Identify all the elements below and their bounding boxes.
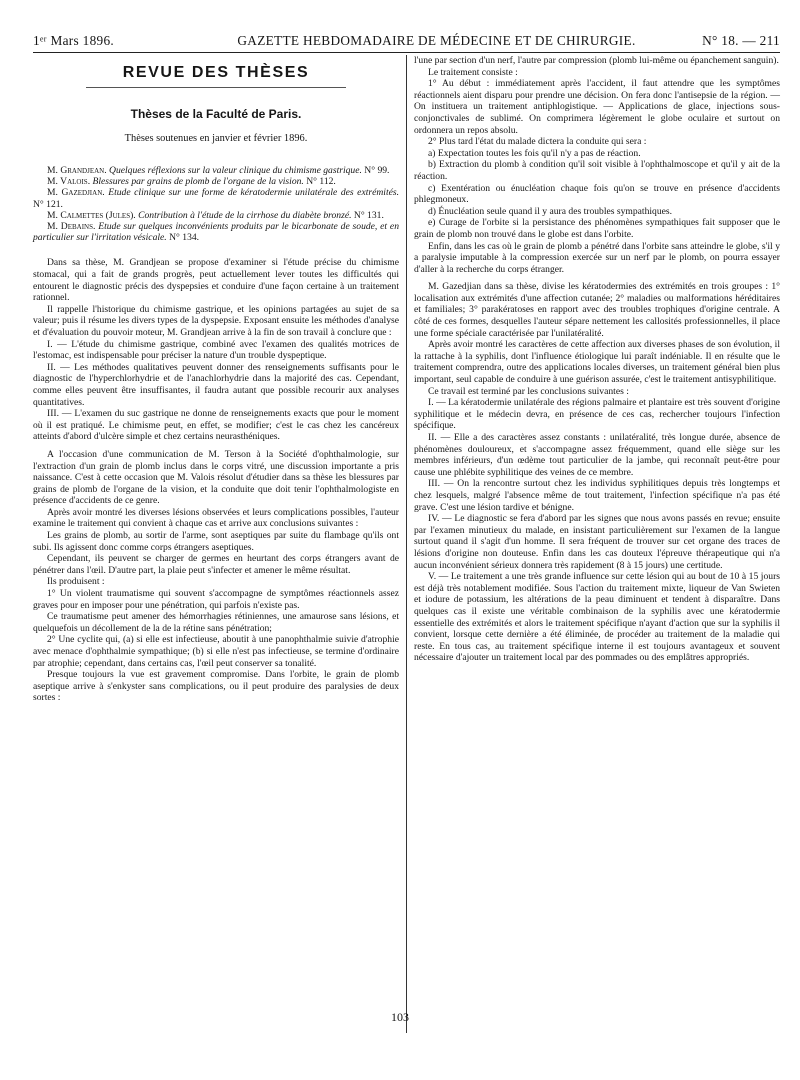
- thesis-entry: [33, 210, 399, 221]
- section-title: REVUE DES THÈSES: [122, 64, 310, 81]
- thesis-entry: [33, 221, 399, 243]
- body-paragraph: II. — Les méthodes qualitatives peuvent donner des renseignements suffisants pour le diagnostic de l'hyperchlorhydrie et de l'anachlorhydrie dans la majorité des cas. Cependant, comme elles peuvent être insuffisantes, il faudra autant que possible recourir aux analyses quantitatives.: [33, 361, 399, 408]
- body-paragraph: III. — L'examen du suc gastrique ne donne de renseignements exacts que pour le moment où il est pratiqué. Le chimisme peut, en effet, se modifier; c'est le cas chez les cancéreux atteints d'abord d'ulcère simple et chez certains neurasthéniques.: [33, 408, 399, 443]
- thesis-title: Quelques réflexions sur la valeur clinique du chimisme gastrique.: [109, 165, 362, 176]
- body-paragraph: Cependant, ils peuvent se charger de germes en heurtant des corps étrangers avant de pénétrer dans l'œil. D'autre part, la plaie peut s'infecter et amener le même résultat.: [33, 553, 399, 576]
- body-paragraph: Ce traumatisme peut amener des hémorrhagies rétiniennes, une amaurose sans lésions, et quelquefois un décollement de la de la rétine sans pénétration;: [33, 611, 399, 634]
- column-divider: [406, 55, 407, 1033]
- header-date: 1ᵉʳ Mars 1896.: [33, 33, 115, 48]
- body-paragraph: Le traitement consiste :: [428, 66, 518, 78]
- two-column-body: [33, 55, 780, 704]
- intro-line: Thèses soutenues en janvier et février 1896.: [124, 133, 308, 144]
- thesis-author: M. Valois.: [47, 176, 91, 188]
- body-paragraph: 2° Une cyclite qui, (a) si elle est infectieuse, aboutit à une panophthalmie suivie d'atrophie avec menace d'ophthalmie sympathique; (b) si elle n'est pas infectieuse, se termine d'ordinaire par atrophie; cependant, dans certains cas, l'œil peut conserver sa tonalité.: [33, 634, 399, 669]
- page-folio: 103: [391, 1010, 409, 1024]
- body-paragraph: II. — Elle a des caractères assez constants : unilatéralité, très longue durée, absence de phénomènes douloureux, et s'accompagne assez fréquemment, quand elle siège sur les membres inférieurs, d'un œdème tout particulier de la jambe, qui reconnaît peut-être pour cause une phlébite syphilitique des veines de ce membre.: [414, 432, 780, 478]
- body-paragraph: V. — Le traitement a une très grande influence sur cette lésion qui au bout de 10 à 15 jours est déjà très notablement modifiée. Sous l'action du traitement mixte, liqueur de Van Swieten et iodure de potassium, les altérations de la peau diminuent et tendent à disparaître. Dans quelques cas il existe une véritable combinaison de la syphilis avec une kératodermie essentielle des extrémités et alors le traitement spécifique n'ayant d'action que sur la syphilis il convient, lorsque cette dernière a été éliminée, de procéder au traitement de la maladie qui reste. En tous cas, au traitement spécifique interne il est toujours avantageux et souvent nécessaire d'ajouter un traitement local par des pommades ou des emplâtres appropriés.: [414, 571, 780, 664]
- thesis-title: Contribution à l'étude de la cirrhose du diabète bronzé.: [138, 209, 352, 221]
- thesis-number: N° 99.: [364, 165, 390, 176]
- running-head: [33, 30, 780, 53]
- body-paragraph: Après avoir montré les caractères de cette affection aux diverses phases de son évolution, il la rattache à la syphilis, dont l'influence étiologique lui paraît indéniable. Il en résulte que le traitement comprendra, outre des applications locales diverses, un traitement général bien plus important, seul capable de conduire à une guérison assurée, c'est le traitement antisyphilitique.: [414, 339, 780, 386]
- body-paragraph: b) Extraction du plomb à condition qu'il soit visible à l'ophthalmoscope et qu'il y ait de la réaction.: [414, 159, 780, 182]
- body-paragraph: 2° Plus tard l'état du malade dictera la conduite qui sera :: [428, 136, 647, 148]
- body-paragraph: Presque toujours la vue est gravement compromise. Dans l'orbite, le grain de plomb aseptique arrive à s'enkyster sans complications, ou il peut produire des paralysies de deux sortes :: [33, 669, 399, 704]
- body-paragraph: III. — On la rencontre surtout chez les individus syphilitiques depuis très longtemps et chez lesquels, malgré l'absence même de tout traitement, l'infection spécifique n'a pas été grave. C'est une lésion tardive et bénigne.: [414, 478, 780, 513]
- thesis-entry: [33, 176, 399, 187]
- thesis-entry: [33, 187, 399, 209]
- issue-number: N° 18. — 211: [702, 33, 780, 48]
- body-paragraph: Ce travail est terminé par les conclusions suivantes :: [428, 385, 629, 397]
- body-paragraph: IV. — Le diagnostic se fera d'abord par les signes que nous avons passés en revue; ensuite par l'examen minutieux du malade, en insistant particulièrement sur l'examen de la langue surtout quand il s'agit d'un homme. Il sera fréquent de trouver sur cet organe des traces de lésions d'origine non douteuse. Enfin dans les cas douteux l'épreuve thérapeutique qui n'a aucun inconvénient sérieux donnera très rapidement (8 à 15 jours) une certitude.: [414, 513, 780, 571]
- left-column: [33, 55, 399, 704]
- body-paragraph: Les grains de plomb, au sortir de l'arme, sont aseptiques par suite du flambage qu'ils ont subi. Ils agissent donc comme corps étrangers aseptiques.: [33, 530, 399, 553]
- body-paragraph: e) Curage de l'orbite si la persistance des phénomènes sympathiques fait supposer que le grain de plomb non trouvé dans le globe est dans l'orbite.: [414, 217, 780, 240]
- thesis-title: Etude clinique sur une forme de kératodermie unilatérale des extrémités.: [108, 187, 400, 199]
- body-paragraph: Ils produisent :: [47, 576, 105, 588]
- body-paragraph: M. Gazedjian dans sa thèse, divise les kératodermies des extrémités en trois groupes : 1° localisation aux extrémités d'une affection cutanée; 2° maladies ou malformations héréditaires et familiales; 3° parakératoses en rapport avec des troubles trophiques d'origine centrale. A côté de ces formes, desquelles l'auteur sépare nettement les callosités professionnelles, il place une forme spéciale caractérisée par l'unilatéralité.: [414, 281, 780, 339]
- body-paragraph: Dans sa thèse, M. Grandjean se propose d'examiner si l'étude précise du chimisme stomacal, qui a fait de grands progrès, peut actuellement lever toutes les difficultés qui entourent le diagnostic précis des dyspepsies et conduire d'une façon certaine à un traitement rationnel.: [33, 257, 399, 304]
- body-paragraph: Il rappelle l'historique du chimisme gastrique, et les opinions partagées au sujet de sa valeur; puis il résume les divers types de la dyspepsie. Exposant ensuite les méthodes d'analyse et d'évaluation du pouvoir moteur, M. Grandjean arrive à la fin de son travail à conclure que :: [33, 303, 399, 338]
- body-paragraph: 1° Au début : immédiatement après l'accident, il faut attendre que les symptômes réactionnels aient disparu pour prendre une décision. On fera donc l'antisepsie de la région. — On instituera un traitement antiphlogistique. — Applications de glace, injections sous-conjonctivales de sublimé. On comprimera légèrement le globe oculaire et surtout on ordonnera un repos absolu.: [414, 78, 780, 136]
- thesis-title: Etude sur quelques inconvénients produits par le bicarbonate de soude, et en particulier sur l'irritation vésicale.: [33, 221, 399, 244]
- body-paragraph: d) Énucléation seule quand il y aura des troubles sympathiques.: [428, 205, 673, 217]
- body-paragraph: Enfin, dans les cas où le grain de plomb a pénétré dans l'orbite sans atteindre le globe, s'il y a paralysie imputable à la compression exercée sur un nerf par le plomb, on pourra essayer d'aller à la recherche du corps étranger.: [414, 240, 780, 275]
- right-column: [414, 55, 780, 704]
- journal-title: GAZETTE HEBDOMADAIRE DE MÉDECINE ET DE CHIRURGIE.: [237, 33, 636, 48]
- thesis-list: [33, 165, 399, 243]
- thesis-author: M. Calmettes (Jules).: [47, 209, 136, 221]
- spacer: [33, 243, 399, 257]
- body-paragraph: 1° Un violent traumatisme qui souvent s'accompagne de symptômes réactionnels assez graves pour en imposer pour une pénétration, qui parfois n'existe pas.: [33, 588, 399, 611]
- section-rule: [86, 87, 346, 88]
- thesis-number: N° 112.: [306, 176, 336, 188]
- thesis-author: M. Gazedjian.: [47, 187, 105, 199]
- body-paragraph: A l'occasion d'une communication de M. Terson à la Société d'ophthalmologie, sur l'extraction d'un grain de plomb inclus dans le corps vitré, une discussion importante a pris naissance. C'est à cette occasion que M. Valois résolut d'étudier dans sa thèse les blessures par grains de plomb de l'organe de la vision, et la conduite que doit tenir l'ophthalmologiste en présence d'accidents de ce genre.: [33, 448, 399, 507]
- body-paragraph: a) Expectation toutes les fois qu'il n'y a pas de réaction.: [428, 147, 641, 159]
- thesis-entry: [33, 165, 399, 176]
- thesis-number: N° 121.: [33, 198, 63, 210]
- body-paragraph: Après avoir montré les diverses lésions observées et leurs complications possibles, l'auteur examine le traitement qui convient à chaque cas et arrive aux conclusions suivantes :: [33, 506, 399, 530]
- thesis-author: M. Debains.: [47, 221, 96, 233]
- thesis-number: N° 131.: [353, 209, 384, 221]
- body-paragraph: I. — L'étude du chimisme gastrique, combiné avec l'examen des qualités motrices de l'estomac, est indispensable pour préciser la nature d'un trouble dyspeptique.: [33, 338, 399, 362]
- body-paragraph: c) Exentération ou énucléation chaque fois qu'on se trouve en présence d'accidents phlegmoneux.: [414, 182, 780, 206]
- body-paragraph: l'une par section d'un nerf, l'autre par compression (plomb lui-même ou épanchement sanguin).: [414, 55, 779, 66]
- thesis-number: N° 134.: [169, 232, 200, 244]
- body-paragraph: I. — La kératodermie unilatérale des régions palmaire et plantaire est très souvent d'origine syphilitique et le médecin devra, en présence de ces cas, rechercher toujours l'infection spécifique.: [414, 397, 780, 432]
- subsection-title: Thèses de la Faculté de Paris.: [130, 107, 302, 121]
- thesis-author: M. Grandjean.: [47, 165, 107, 176]
- thesis-title: Blessures par grains de plomb de l'organe de la vision.: [92, 176, 304, 188]
